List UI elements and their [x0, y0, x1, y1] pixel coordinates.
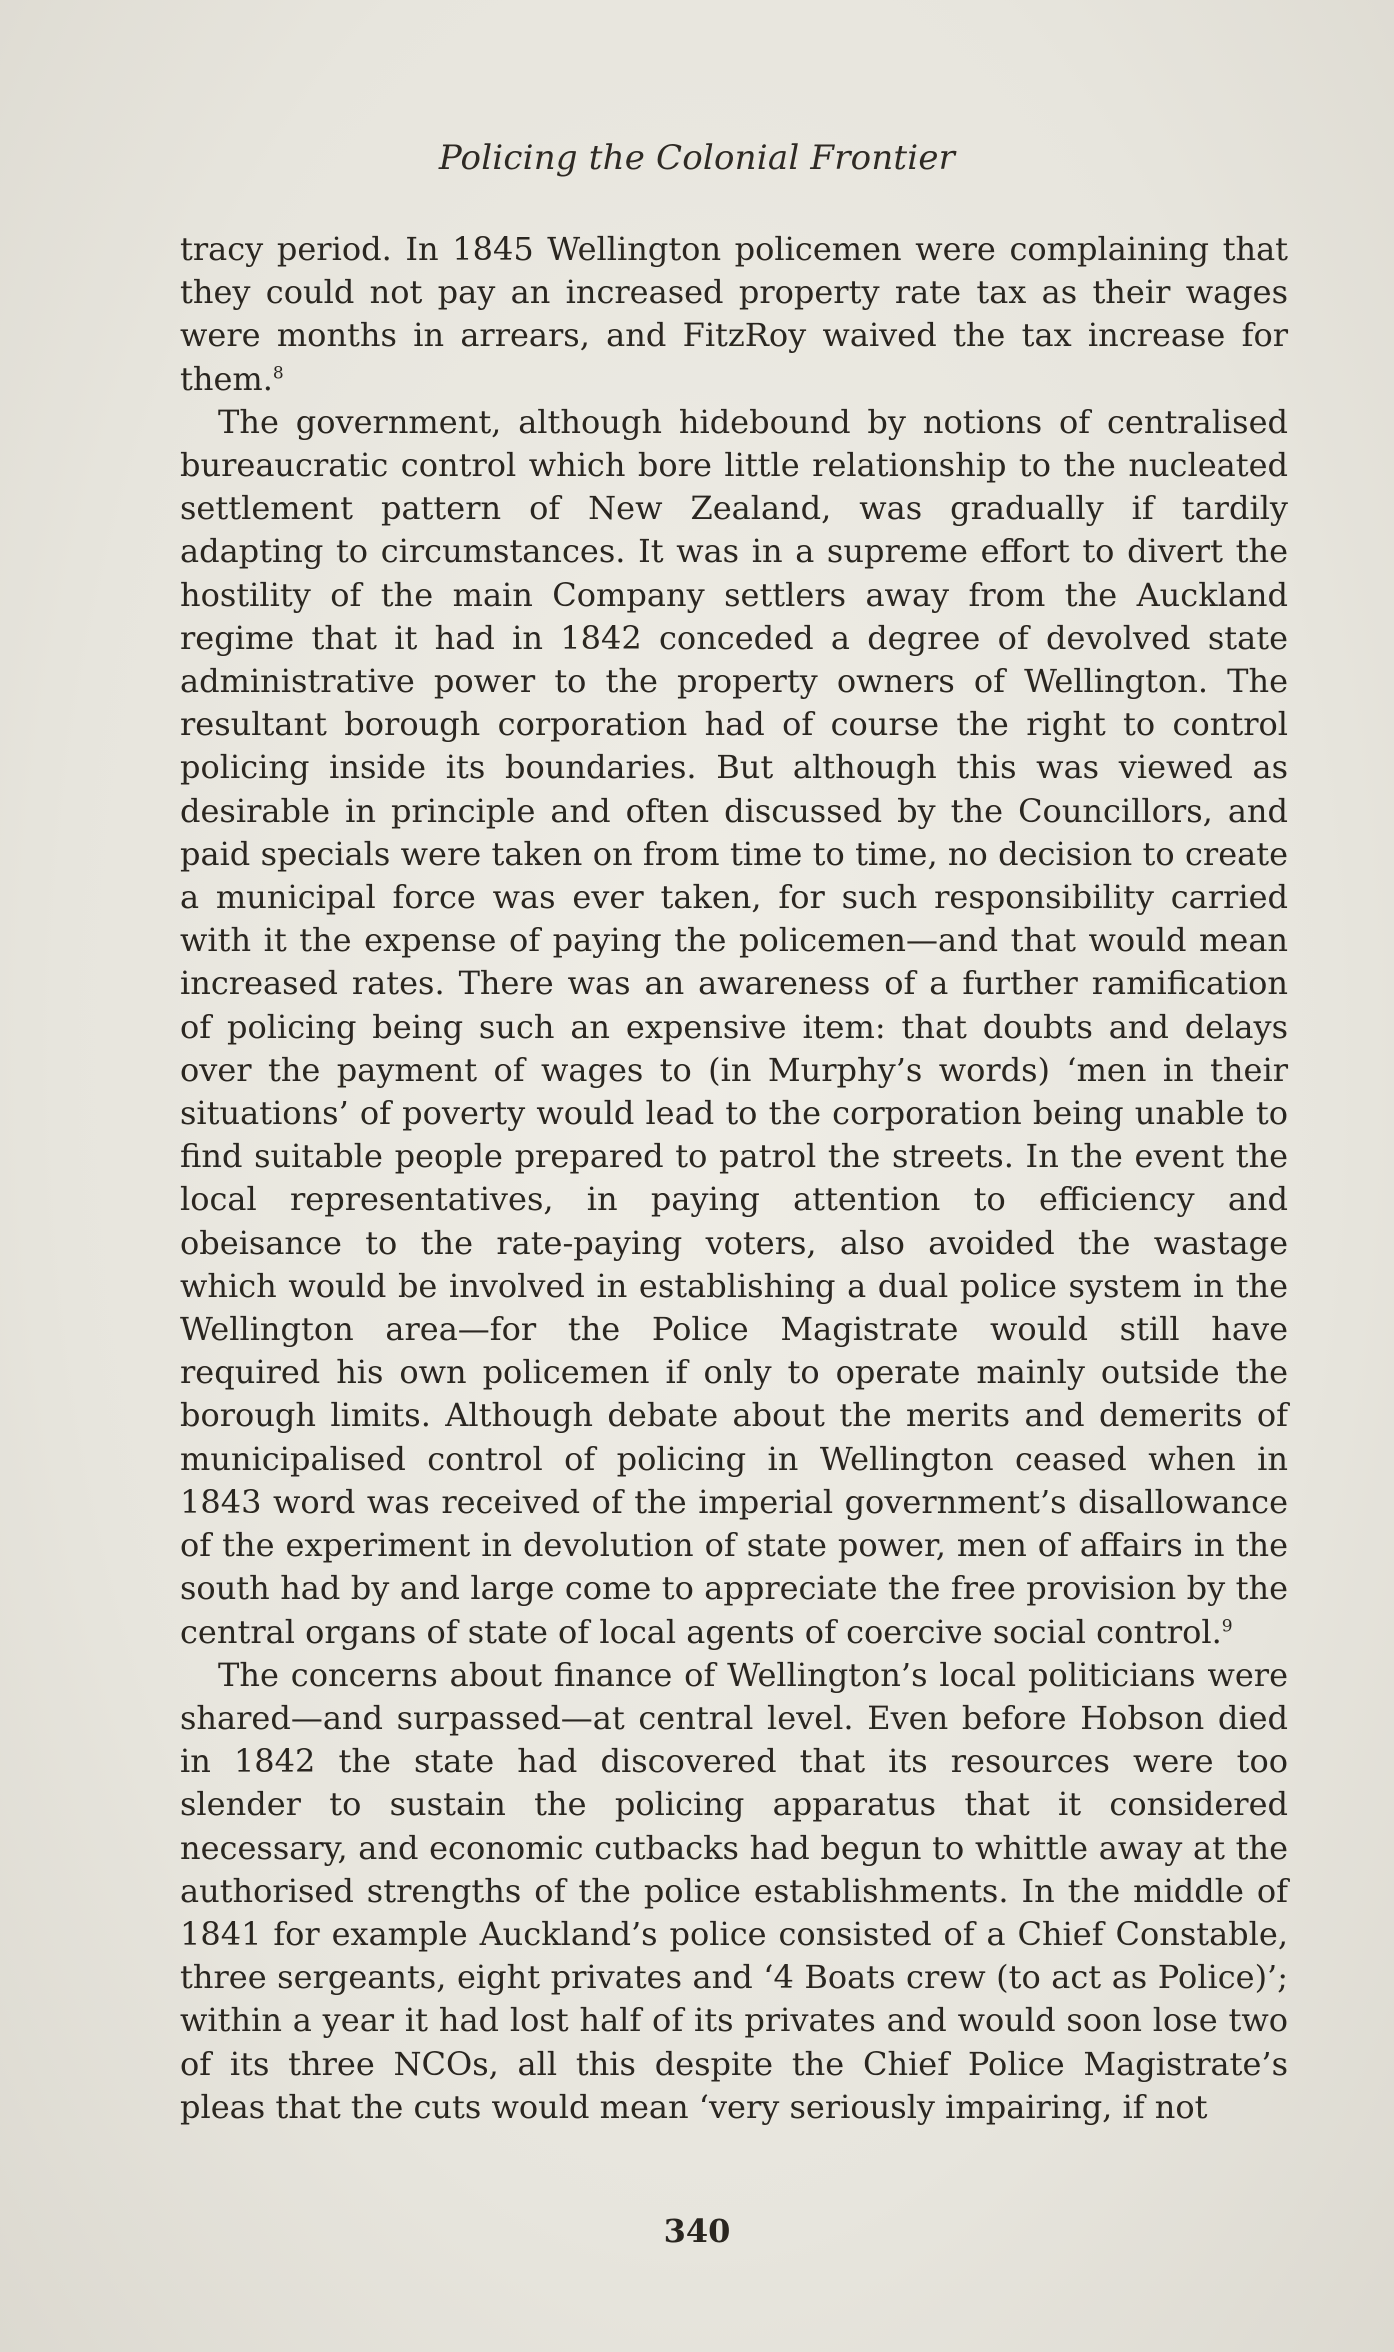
paragraph-2-text: The government, although hidebound by notions of centralised bureaucratic control which bore little relationship to the nucleated settlement pattern of New Zealand, was gradually if tardily adapting to circumstances. It was in a supreme effort to divert the hostility of the main Company settlers away from the Auckland regime that it had in 1842 conceded a degree of devolved state administrative power to the property owners of Wellington. The resultant borough corporation had of course the right to control policing inside its boundaries. But although this was viewed as desirable in principle and often discussed by the Councillors, and paid specials were taken on from time to time, no decision to create a municipal force was ever taken, for such responsibility carried with it the expense of paying the policemen—and that would mean increased rates. There was an awareness of a further ramification of policing being such an expensive item: that doubts and delays over the payment of wages to (in Murphy’s words) ‘men in their situations’ of poverty would lead to the corporation being unable to find suitable people prepared to patrol the streets. In the event the local representatives, in paying attention to efficiency and obeisance to the rate-paying voters, also avoided the wastage which would be involved in establishing a dual police system in the Wellington area—for the Police Magistrate would still have required his own policemen if only to operate mainly outside the borough limits. Although debate about the merits and demerits of municipalised control of policing in Wellington ceased when in 1843 word was received of the imperial government’s disallowance of the experiment in devolution of state power, men of affairs in the south had by and large come to appreciate the free provision by the central organs of state of local agents of coercive social control.: [180, 402, 1288, 1651]
running-head: Policing the Colonial Frontier: [438, 138, 956, 178]
paragraph-3-text: The concerns about finance of Wellington’s local politicians were shared—and surpassed—at central level. Even before Hobson died in 1842 the state had discovered that its resources were too slender to sustain the policing apparatus that it considered necessary, and economic cutbacks had begun to whittle away at the authorised strengths of the police establishments. In the middle of 1841 for example Auckland’s police consisted of a Chief Constable, three sergeants, eight privates and ‘4 Boats crew (to act as Police)’; within a year it had lost half of its privates and would soon lose two of its three NCOs, all this despite the Chief Police Magistrate’s pleas that the cuts would mean ‘very seriously impairing, if not: [180, 1655, 1288, 2126]
footnote-marker-9: 9: [1221, 1615, 1233, 1636]
paragraph-2: [180, 401, 1288, 1654]
paragraph-1-text: tracy period. In 1845 Wellington policemen were complaining that they could not pay an increased property rate tax as their wages were months in arrears, and FitzRoy waived the tax increase for them.: [180, 230, 1288, 398]
body-text: [180, 228, 1288, 2129]
paragraph-1: [180, 228, 1288, 401]
footnote-marker-8: 8: [272, 362, 284, 383]
page-number: 340: [663, 2212, 731, 2250]
paragraph-3: [180, 1654, 1288, 2129]
